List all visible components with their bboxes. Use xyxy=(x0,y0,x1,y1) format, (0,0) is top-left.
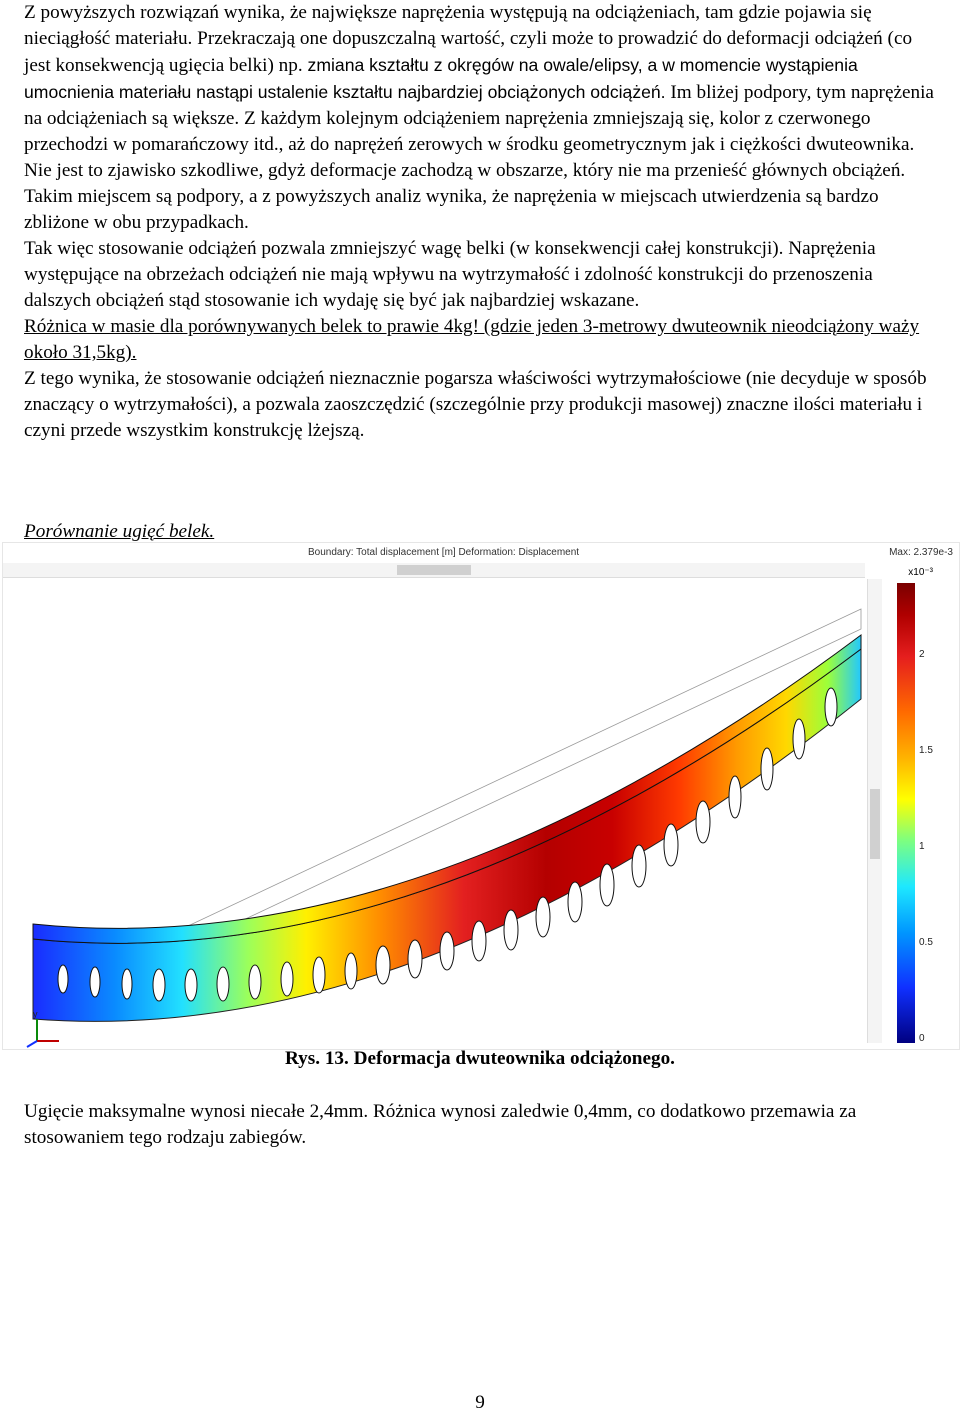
colorbar-tick-0-5: 0.5 xyxy=(919,937,933,948)
colorbar-tick-2: 2 xyxy=(919,649,925,660)
colorbar-tick-1-5: 1.5 xyxy=(919,745,933,756)
colorbar-scale-label: x10⁻³ xyxy=(908,567,933,578)
figure-header-max: Max: 2.379e-3 xyxy=(889,547,953,558)
body-text-bottom xyxy=(24,1099,942,1151)
figure-caption: Rys. 13. Deformacja dwuteownika odciążonego. xyxy=(285,1048,675,1069)
section-title: Porównanie ugięć belek. xyxy=(24,521,215,542)
paragraph-3-underlined: Różnica w masie dla porównywanych belek to prawie 4kg! (gdzie jeden 3-metrowy dwuteownik nieodciążony waży około 31,5kg). xyxy=(24,316,920,363)
paragraph-4: Z tego wynika, że stosowanie odciążeń nieznacznie pogarsza właściwości wytrzymałościowe (nie decyduje w sposób znaczący o wytrzymałości), a pozwala zaoszczędzić (szczególnie przy produkcji masowej) znaczne ilości materiału i czyni przede wszystkim konstrukcję lżejszą. xyxy=(24,368,927,441)
vertical-scrollbar[interactable] xyxy=(867,579,882,1043)
paragraph-2: Tak więc stosowanie odciążeń pozwala zmniejszyć wagę belki (w konsekwencji całej konstrukcji). Naprężenia występujące na obrzeżach odciążeń nie mają wpływu na wytrzymałość i zdolność konstrukcji do przenoszenia dalszych obciążeń stąd stosowanie ich wydaję się być jak najbardziej wskazane. xyxy=(24,238,876,311)
paragraph-1-part-a: Z powyższych rozwiązań wynika, że największe naprężenia występują na odciążeniach, tam gdzie pojawia się nieciągłość materiału. Przekraczają one dopuszczalną wartość, czyli może to prowadzić do deformacji odciążeń (co jest konsekwencją ugięcia belki) np. xyxy=(24,2,913,76)
colorbar-tick-0: 0 xyxy=(919,1033,925,1044)
figure-header xyxy=(3,543,959,561)
conclusion-paragraph: Ugięcie maksymalne wynosi niecałe 2,4mm. Różnica wynosi zaledwie 0,4mm, co dodatkowo przemawia za stosowaniem tego rodzaju zabiegów. xyxy=(24,1101,857,1148)
page-number: 9 xyxy=(475,1392,485,1413)
deformation-figure xyxy=(2,542,960,1050)
colorbar-tick-1: 1 xyxy=(919,841,925,852)
paragraph-1-part-c: Im bliżej podpory, tym naprężenia na odciążeniach są większe. Z każdym kolejnym odciążeniem naprężenia zmniejszają się, kolor z czerwonego przechodzi w pomarańczowy itd., aż do naprężeń zerowych w środku geometrycznym jak i ciężkości dwuteownika. Nie jest to zjawisko szkodliwe, gdyż deformacje zachodzą w obszarze, który nie ma przenieść głównych obciążeń. Takim miejscem są podpory, a z powyższych analiz wynika, że naprężenia w miejscach utwierdzenia są bardzo zbliżone w obu przypadkach. xyxy=(24,82,934,233)
colorbar xyxy=(897,583,915,1043)
paragraph-1-part-b: zmiana kształtu z okręgów na owale/elipsy, a w momencie wystąpienia umocnienia materiału nastąpi ustalenie kształtu najbardziej obciążonych odciążeń. xyxy=(24,55,858,102)
figure-header-boundary: Boundary: Total displacement [m] Deformation: Displacement xyxy=(308,547,580,558)
paragraph-1 xyxy=(24,0,942,236)
horizontal-scrollbar[interactable] xyxy=(3,563,865,578)
horizontal-scroll-thumb[interactable] xyxy=(397,565,471,575)
body-text-top xyxy=(24,0,942,444)
vertical-scroll-thumb[interactable] xyxy=(870,789,880,859)
beam-plot xyxy=(3,579,865,1049)
axis-label-y: y xyxy=(33,1009,38,1019)
